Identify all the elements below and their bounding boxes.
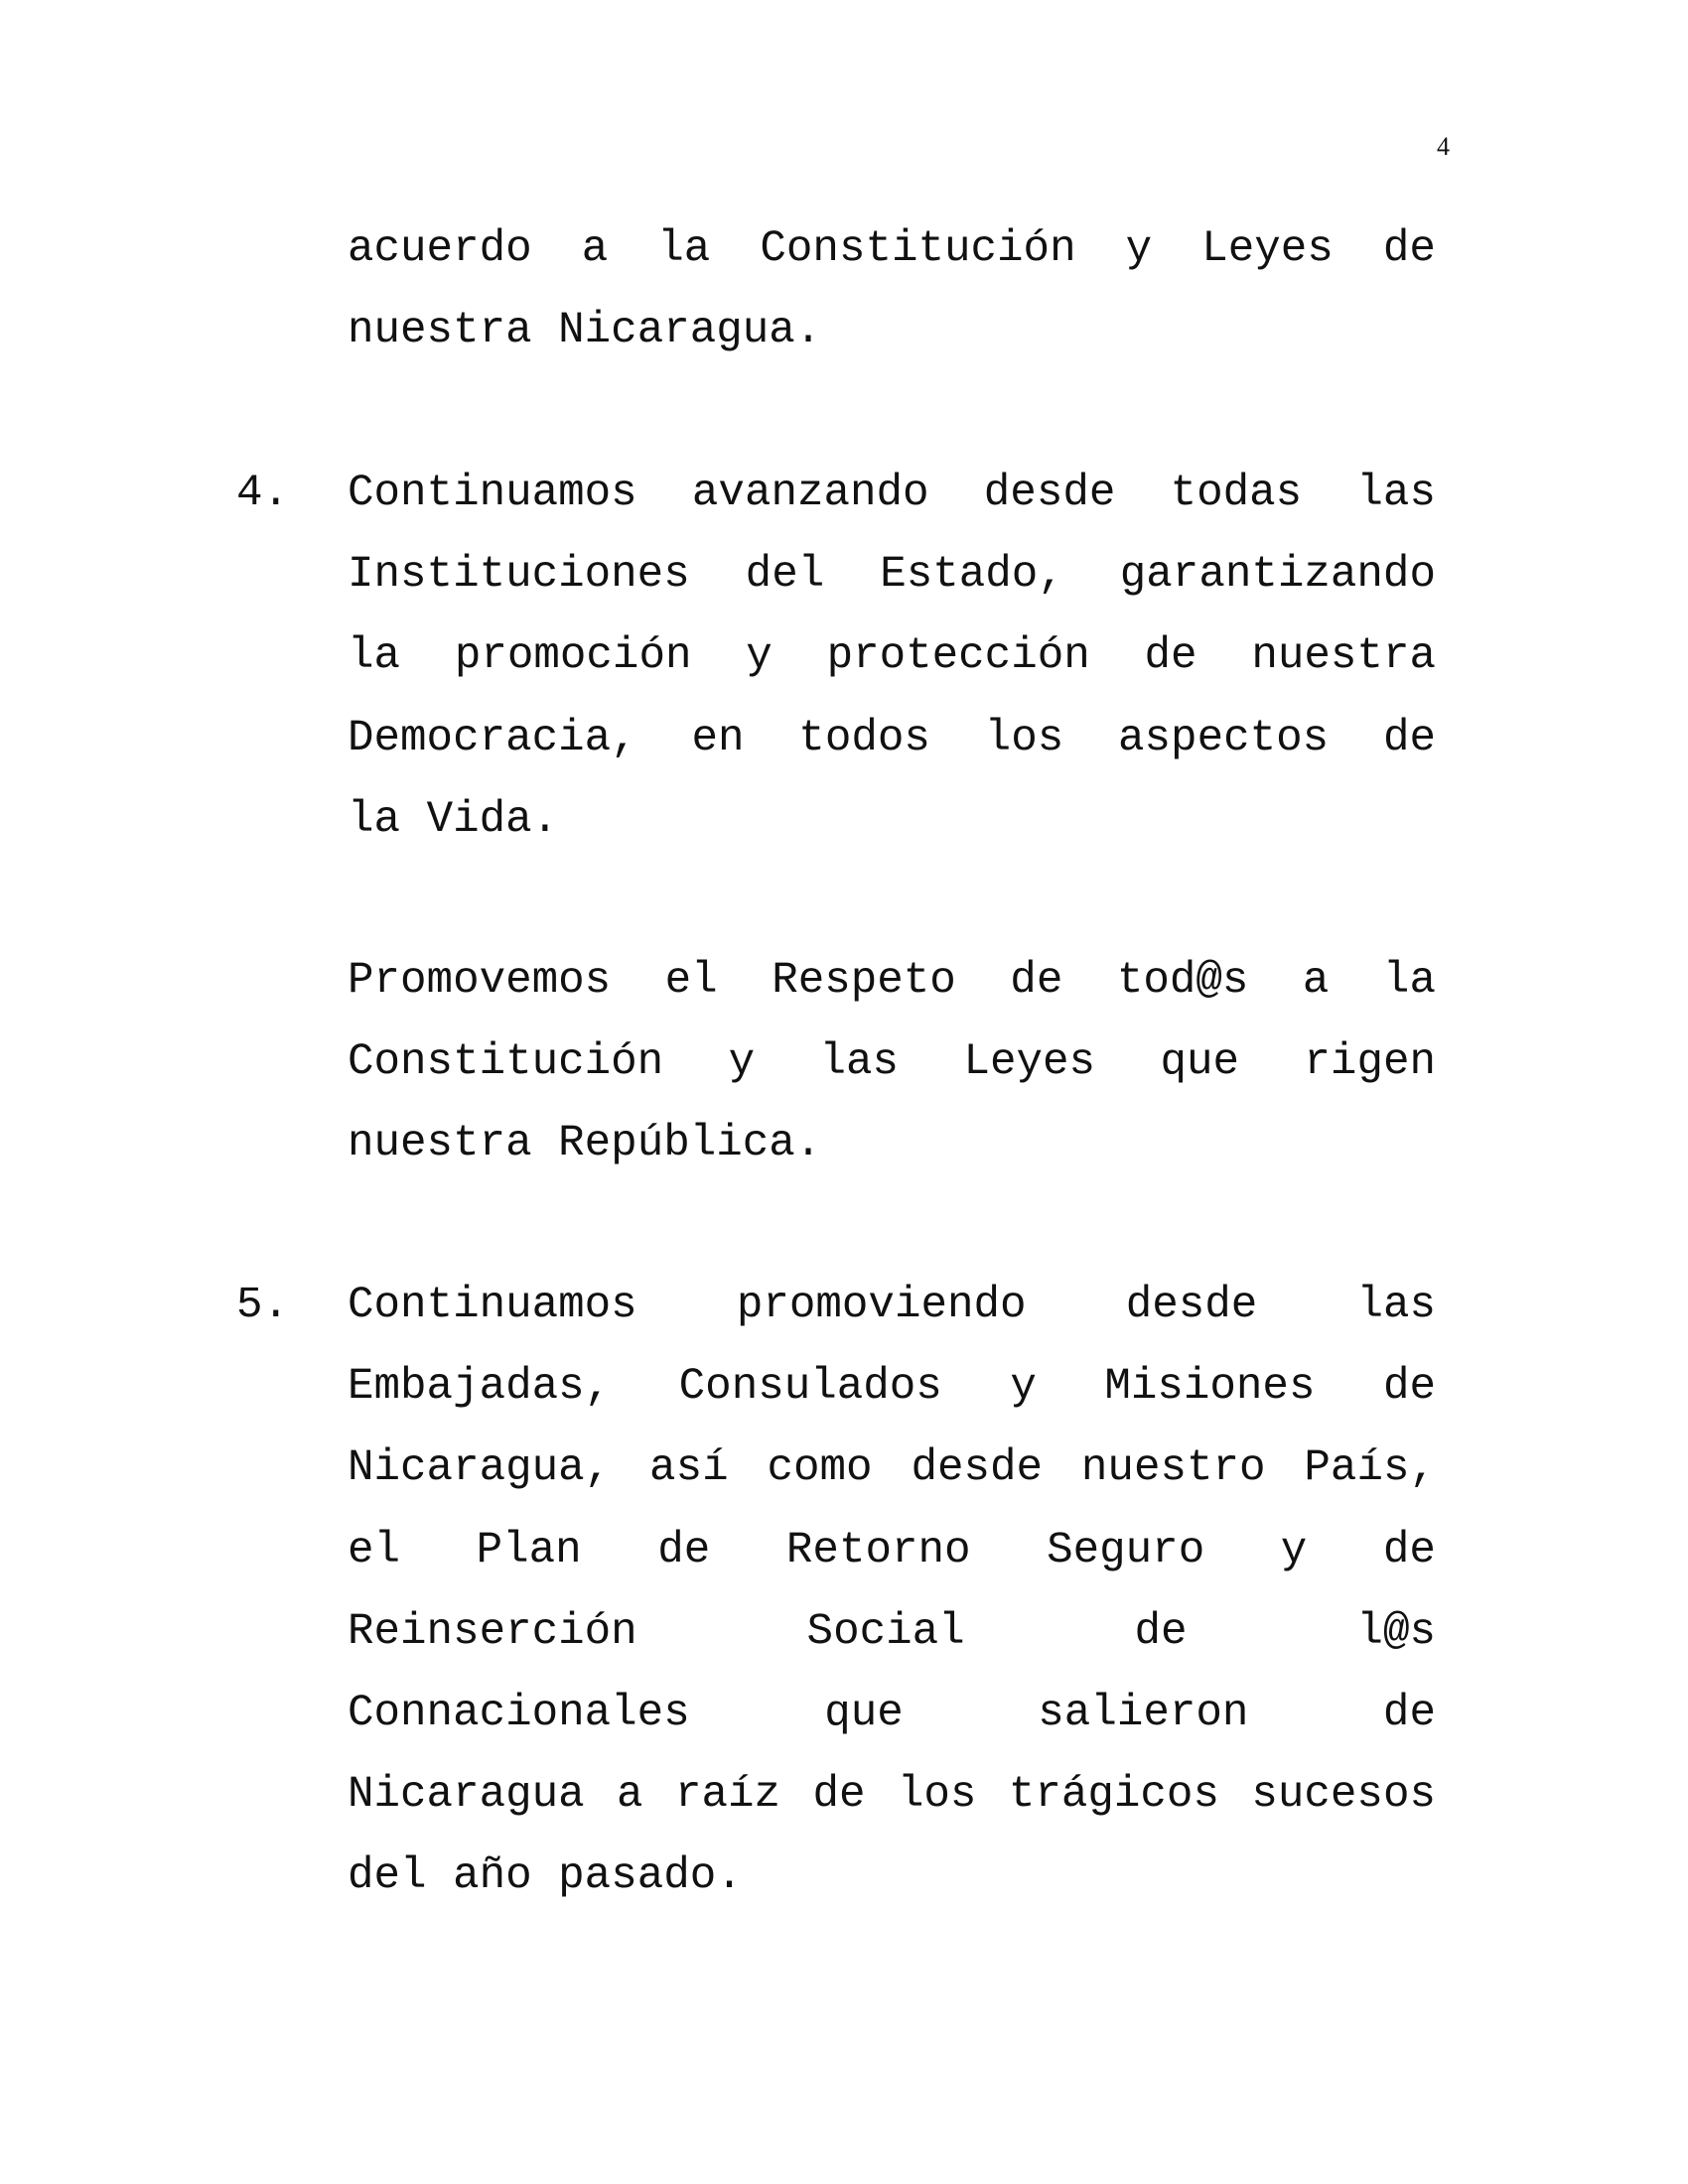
word: que: [824, 1688, 904, 1738]
word: Instituciones: [348, 550, 690, 601]
item-number-5: 5.: [236, 1281, 290, 1330]
paragraph-respeto: [348, 940, 1436, 1185]
word: nuestra: [348, 306, 532, 356]
word: las: [1356, 469, 1436, 518]
word: el: [348, 1525, 401, 1575]
text-line: [348, 615, 1436, 697]
word: a: [617, 1770, 643, 1821]
text-line: [348, 1591, 1436, 1673]
word: Respeto: [772, 956, 956, 1006]
word: que: [1160, 1037, 1240, 1088]
word: las: [1356, 1281, 1436, 1330]
word: Promovemos: [348, 956, 612, 1006]
text-line: [348, 1673, 1436, 1754]
word: de: [1010, 956, 1063, 1006]
word: de: [1382, 1362, 1436, 1413]
word: desde: [1125, 1281, 1258, 1330]
word: en: [691, 713, 745, 763]
word: año: [453, 1851, 532, 1902]
word: las: [819, 1037, 900, 1088]
word: Leyes: [1201, 224, 1334, 274]
word: pasado.: [558, 1851, 743, 1902]
word: de: [1134, 1606, 1188, 1657]
text-line: [348, 1510, 1436, 1591]
word: de: [1382, 713, 1436, 763]
text-line: [348, 1265, 1436, 1346]
word: Nicaragua,: [348, 1443, 612, 1494]
word: de: [1382, 1688, 1436, 1738]
word: la: [348, 631, 401, 682]
word: l@s: [1356, 1606, 1436, 1657]
text-line: [348, 534, 1436, 615]
word: Democracia,: [348, 713, 637, 763]
word: la: [657, 224, 711, 274]
word: Vida.: [426, 794, 559, 845]
word: Nicaragua.: [558, 306, 822, 356]
word: Misiones: [1104, 1362, 1316, 1413]
word: de: [1144, 631, 1197, 682]
word: Social: [806, 1606, 965, 1657]
word: nuestro: [1080, 1443, 1266, 1494]
word: Nicaragua: [348, 1770, 585, 1821]
word: garantizando: [1119, 550, 1436, 601]
word: Continuamos: [348, 1281, 637, 1330]
word: Plan: [476, 1525, 582, 1575]
word: de: [1382, 1525, 1436, 1575]
word: todas: [1170, 469, 1303, 518]
word: el: [664, 956, 718, 1006]
text-line: [348, 1103, 1436, 1184]
word: y: [1280, 1525, 1308, 1575]
word: Constitución: [348, 1037, 664, 1088]
word: Seguro: [1047, 1525, 1205, 1575]
word: Estado,: [880, 550, 1064, 601]
word: tod@s: [1116, 956, 1249, 1006]
text-line: [348, 1022, 1436, 1103]
text-line: [348, 453, 1436, 534]
word: desde: [911, 1443, 1044, 1494]
word: trágicos: [1008, 1770, 1219, 1821]
word: República.: [558, 1119, 822, 1169]
word: y: [1010, 1362, 1037, 1413]
word: Continuamos: [348, 469, 637, 518]
word: promoviendo: [736, 1281, 1027, 1330]
word: desde: [983, 469, 1116, 518]
word: Retorno: [785, 1525, 971, 1575]
word: del: [348, 1851, 427, 1902]
text-line: [348, 1836, 1436, 1917]
word: todos: [798, 713, 930, 763]
paragraph-continuation: [348, 208, 1436, 371]
word: los: [897, 1770, 977, 1821]
word: promoción: [454, 631, 692, 682]
word: rigen: [1304, 1037, 1436, 1088]
word: Consulados: [678, 1362, 942, 1413]
item-number-4: 4.: [236, 469, 290, 518]
word: País,: [1304, 1443, 1436, 1494]
paragraph-item-4: [348, 453, 1436, 861]
word: salieron: [1038, 1688, 1249, 1738]
word: la: [1382, 956, 1436, 1006]
word: acuerdo: [348, 224, 532, 274]
word: así: [649, 1443, 729, 1494]
word: Connacionales: [348, 1688, 690, 1738]
word: de: [657, 1525, 711, 1575]
word: del: [745, 550, 825, 601]
word: nuestra: [1251, 631, 1436, 682]
word: como: [767, 1443, 873, 1494]
text-line: [348, 698, 1436, 779]
word: de: [812, 1770, 866, 1821]
text-line: [348, 779, 1436, 861]
word: avanzando: [691, 469, 929, 518]
word: sucesos: [1251, 1770, 1436, 1821]
text-line: [348, 208, 1436, 290]
word: la: [348, 794, 401, 845]
word: Leyes: [963, 1037, 1096, 1088]
word: de: [1382, 224, 1436, 274]
word: protección: [826, 631, 1090, 682]
word: y: [746, 631, 773, 682]
word: los: [984, 713, 1064, 763]
word: Constitución: [760, 224, 1076, 274]
page-number: 4: [1437, 132, 1450, 161]
word: y: [728, 1037, 756, 1088]
word: a: [1302, 956, 1330, 1006]
word: raíz: [674, 1770, 781, 1821]
word: nuestra: [348, 1119, 532, 1169]
paragraph-item-5: [348, 1265, 1436, 1918]
text-line: [348, 290, 1436, 371]
text-line: [348, 1346, 1436, 1428]
text-line: [348, 940, 1436, 1022]
text-line: [348, 1754, 1436, 1836]
word: aspectos: [1118, 713, 1330, 763]
word: a: [581, 224, 609, 274]
text-line: [348, 1428, 1436, 1509]
word: Reinserción: [348, 1606, 637, 1657]
word: y: [1125, 224, 1153, 274]
word: Embajadas,: [348, 1362, 612, 1413]
